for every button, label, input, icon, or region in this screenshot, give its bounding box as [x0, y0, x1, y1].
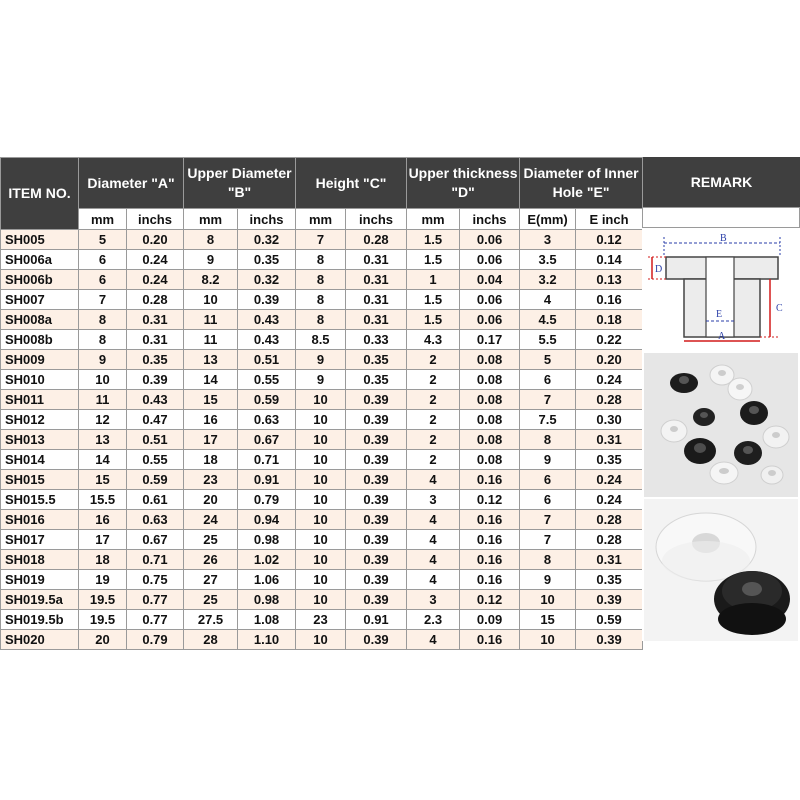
table-cell: 1.5 [407, 310, 460, 330]
table-cell: 10 [79, 370, 127, 390]
table-cell: 0.67 [127, 530, 184, 550]
table-cell: 0.16 [576, 290, 643, 310]
table-row [1, 230, 643, 250]
table-cell: 10 [296, 470, 346, 490]
table-cell: 10 [184, 290, 238, 310]
table-cell: 8 [79, 330, 127, 350]
table-cell: 8.2 [184, 270, 238, 290]
table-cell: 9 [79, 350, 127, 370]
table-cell: 0.18 [576, 310, 643, 330]
table-cell: 0.59 [127, 470, 184, 490]
table-cell: 14 [79, 450, 127, 470]
table-cell: 8 [296, 310, 346, 330]
table-cell: 9 [296, 350, 346, 370]
table-cell: 0.51 [127, 430, 184, 450]
unit-cell: mm [296, 209, 346, 230]
table-cell: 0.12 [460, 490, 520, 510]
table-cell: 4 [407, 530, 460, 550]
table-cell: 0.08 [460, 450, 520, 470]
table-cell: 0.08 [460, 370, 520, 390]
item-number-cell: SH009 [1, 350, 79, 370]
table-cell: 17 [184, 430, 238, 450]
table-cell: 0.39 [346, 450, 407, 470]
table-cell: 10 [296, 390, 346, 410]
table-cell: 0.31 [576, 430, 643, 450]
table-cell: 0.04 [460, 270, 520, 290]
table-cell: 7.5 [520, 410, 576, 430]
table-cell: 18 [79, 550, 127, 570]
table-cell: 0.91 [346, 610, 407, 630]
table-cell: 10 [296, 570, 346, 590]
table-cell: 0.39 [346, 410, 407, 430]
table-cell: 0.55 [127, 450, 184, 470]
table-cell: 0.39 [346, 510, 407, 530]
table-cell: 10 [296, 450, 346, 470]
table-cell: 0.39 [127, 370, 184, 390]
unit-cell: inchs [460, 209, 520, 230]
table-cell: 5.5 [520, 330, 576, 350]
table-cell: 3 [520, 230, 576, 250]
table-cell: 1 [407, 270, 460, 290]
table-cell: 4 [520, 290, 576, 310]
grommet-assortment-image [644, 353, 798, 497]
table-cell: 4 [407, 550, 460, 570]
table-cell: 9 [520, 570, 576, 590]
spec-table [0, 157, 643, 650]
table-cell: 8 [296, 250, 346, 270]
item-number-cell: SH008a [1, 310, 79, 330]
item-number-cell: SH015 [1, 470, 79, 490]
table-cell: 8 [520, 550, 576, 570]
table-cell: 0.71 [127, 550, 184, 570]
table-row [1, 250, 643, 270]
remark-unit-cell [642, 207, 800, 228]
table-cell: 0.39 [346, 490, 407, 510]
table-cell: 6 [520, 370, 576, 390]
table-cell: 2 [407, 390, 460, 410]
table-cell: 0.71 [238, 450, 296, 470]
table-cell: 15.5 [79, 490, 127, 510]
table-cell: 10 [520, 590, 576, 610]
table-cell: 0.06 [460, 250, 520, 270]
table-cell: 10 [296, 490, 346, 510]
table-cell: 0.28 [127, 290, 184, 310]
table-cell: 0.67 [238, 430, 296, 450]
label-a: A [718, 331, 726, 342]
table-cell: 6 [79, 270, 127, 290]
table-cell: 0.31 [346, 270, 407, 290]
table-cell: 0.28 [576, 510, 643, 530]
unit-cell: mm [79, 209, 127, 230]
table-cell: 0.20 [127, 230, 184, 250]
table-cell: 5 [79, 230, 127, 250]
table-cell: 0.20 [576, 350, 643, 370]
table-cell: 1.10 [238, 630, 296, 650]
table-cell: 8 [296, 270, 346, 290]
table-cell: 0.91 [238, 470, 296, 490]
table-cell: 0.32 [238, 270, 296, 290]
table-cell: 7 [520, 390, 576, 410]
table-cell: 0.06 [460, 310, 520, 330]
table-cell: 0.06 [460, 230, 520, 250]
table-cell: 16 [184, 410, 238, 430]
table-cell: 2 [407, 450, 460, 470]
table-cell: 23 [184, 470, 238, 490]
table-cell: 6 [520, 490, 576, 510]
item-number-cell: SH007 [1, 290, 79, 310]
grommet-assortment-photo [644, 353, 798, 497]
table-cell: 0.16 [460, 530, 520, 550]
table-row [1, 470, 643, 490]
table-cell: 10 [296, 510, 346, 530]
item-number-cell: SH019.5b [1, 610, 79, 630]
table-cell: 8 [184, 230, 238, 250]
table-cell: 0.24 [576, 470, 643, 490]
unit-cell: inchs [238, 209, 296, 230]
table-cell: 8 [79, 310, 127, 330]
table-cell: 8 [520, 430, 576, 450]
label-c: C [776, 303, 783, 314]
table-row [1, 370, 643, 390]
table-cell: 27.5 [184, 610, 238, 630]
table-cell: 4 [407, 510, 460, 530]
table-cell: 0.94 [238, 510, 296, 530]
table-cell: 3 [407, 490, 460, 510]
table-cell: 0.33 [346, 330, 407, 350]
table-cell: 18 [184, 450, 238, 470]
table-row [1, 550, 643, 570]
table-cell: 0.35 [238, 250, 296, 270]
table-cell: 2 [407, 370, 460, 390]
table-cell: 7 [520, 510, 576, 530]
item-number-cell: SH017 [1, 530, 79, 550]
table-cell: 26 [184, 550, 238, 570]
unit-cell: mm [407, 209, 460, 230]
item-number-cell: SH019 [1, 570, 79, 590]
table-cell: 0.39 [576, 630, 643, 650]
table-cell: 0.24 [576, 490, 643, 510]
table-cell: 0.17 [460, 330, 520, 350]
remark-column [642, 157, 800, 641]
table-cell: 0.24 [127, 250, 184, 270]
table-cell: 0.35 [346, 350, 407, 370]
item-number-cell: SH018 [1, 550, 79, 570]
table-cell: 1.06 [238, 570, 296, 590]
table-row [1, 310, 643, 330]
header-item-no: ITEM NO. [1, 158, 79, 230]
table-cell: 10 [296, 530, 346, 550]
table-cell: 2.3 [407, 610, 460, 630]
table-cell: 8.5 [296, 330, 346, 350]
table-cell: 0.63 [127, 510, 184, 530]
table-row [1, 630, 643, 650]
table-cell: 13 [184, 350, 238, 370]
table-cell: 0.77 [127, 610, 184, 630]
table-cell: 13 [79, 430, 127, 450]
table-cell: 0.79 [127, 630, 184, 650]
label-e: E [716, 309, 723, 320]
table-cell: 23 [296, 610, 346, 630]
table-row [1, 430, 643, 450]
table-cell: 0.77 [127, 590, 184, 610]
table-body [1, 230, 643, 650]
table-cell: 0.55 [238, 370, 296, 390]
table-cell: 9 [520, 450, 576, 470]
table-cell: 0.14 [576, 250, 643, 270]
table-cell: 1.5 [407, 290, 460, 310]
table-cell: 0.12 [576, 230, 643, 250]
table-cell: 0.47 [127, 410, 184, 430]
dimension-diagram [644, 229, 798, 347]
unit-cell: inchs [127, 209, 184, 230]
table-row [1, 290, 643, 310]
table-cell: 9 [184, 250, 238, 270]
table-row [1, 410, 643, 430]
table-cell: 19.5 [79, 590, 127, 610]
table-cell: 6 [79, 250, 127, 270]
table-cell: 0.43 [238, 310, 296, 330]
table-row [1, 610, 643, 630]
table-cell: 14 [184, 370, 238, 390]
table-cell: 3.5 [520, 250, 576, 270]
table-cell: 0.08 [460, 390, 520, 410]
table-cell: 7 [79, 290, 127, 310]
unit-cell: inchs [346, 209, 407, 230]
table-cell: 0.16 [460, 630, 520, 650]
unit-cell: E(mm) [520, 209, 576, 230]
item-number-cell: SH012 [1, 410, 79, 430]
table-cell: 0.39 [346, 590, 407, 610]
table-cell: 20 [184, 490, 238, 510]
table-row [1, 330, 643, 350]
table-cell: 0.08 [460, 410, 520, 430]
table-cell: 2 [407, 350, 460, 370]
item-number-cell: SH006b [1, 270, 79, 290]
table-cell: 11 [79, 390, 127, 410]
table-row [1, 270, 643, 290]
table-cell: 0.39 [346, 630, 407, 650]
table-cell: 16 [79, 510, 127, 530]
table-cell: 0.28 [576, 390, 643, 410]
table-cell: 12 [79, 410, 127, 430]
table-cell: 0.98 [238, 530, 296, 550]
table-cell: 27 [184, 570, 238, 590]
spec-sheet [0, 157, 800, 647]
grommet-closeup-image [644, 499, 798, 641]
table-cell: 0.35 [127, 350, 184, 370]
table-cell: 0.24 [576, 370, 643, 390]
table-cell: 0.75 [127, 570, 184, 590]
item-number-cell: SH014 [1, 450, 79, 470]
header-upper-diameter-b: Upper Diameter "B" [184, 158, 296, 209]
label-d: D [655, 264, 663, 275]
unit-cell: mm [184, 209, 238, 230]
item-number-cell: SH015.5 [1, 490, 79, 510]
header-inner-hole-e: Diameter of Inner Hole "E" [520, 158, 643, 209]
table-cell: 7 [296, 230, 346, 250]
item-number-cell: SH011 [1, 390, 79, 410]
item-number-cell: SH008b [1, 330, 79, 350]
table-cell: 28 [184, 630, 238, 650]
table-cell: 4 [407, 630, 460, 650]
table-cell: 15 [79, 470, 127, 490]
table-cell: 8 [296, 290, 346, 310]
table-cell: 10 [296, 410, 346, 430]
table-cell: 0.39 [238, 290, 296, 310]
item-number-cell: SH019.5a [1, 590, 79, 610]
table-cell: 0.31 [127, 330, 184, 350]
table-cell: 6 [520, 470, 576, 490]
table-cell: 0.39 [576, 590, 643, 610]
table-cell: 10 [296, 630, 346, 650]
table-cell: 0.35 [576, 450, 643, 470]
table-cell: 0.31 [346, 310, 407, 330]
table-row [1, 390, 643, 410]
table-cell: 0.35 [346, 370, 407, 390]
table-cell: 0.39 [346, 570, 407, 590]
unit-row [1, 209, 643, 230]
table-cell: 0.31 [127, 310, 184, 330]
table-cell: 0.12 [460, 590, 520, 610]
table-cell: 3.2 [520, 270, 576, 290]
table-cell: 0.08 [460, 350, 520, 370]
table-row [1, 490, 643, 510]
table-cell: 0.39 [346, 550, 407, 570]
table-cell: 3 [407, 590, 460, 610]
table-cell: 15 [184, 390, 238, 410]
table-cell: 9 [296, 370, 346, 390]
table-cell: 24 [184, 510, 238, 530]
table-cell: 7 [520, 530, 576, 550]
table-cell: 0.39 [346, 430, 407, 450]
table-cell: 10 [296, 590, 346, 610]
table-cell: 0.16 [460, 510, 520, 530]
table-cell: 10 [296, 430, 346, 450]
item-number-cell: SH020 [1, 630, 79, 650]
table-cell: 15 [520, 610, 576, 630]
table-row [1, 510, 643, 530]
item-number-cell: SH005 [1, 230, 79, 250]
table-cell: 0.39 [346, 390, 407, 410]
label-b: B [720, 233, 727, 244]
table-cell: 5 [520, 350, 576, 370]
table-cell: 4 [407, 470, 460, 490]
table-cell: 1.5 [407, 230, 460, 250]
table-cell: 2 [407, 410, 460, 430]
table-cell: 4 [407, 570, 460, 590]
table-cell: 0.98 [238, 590, 296, 610]
table-cell: 0.79 [238, 490, 296, 510]
item-number-cell: SH013 [1, 430, 79, 450]
table-cell: 17 [79, 530, 127, 550]
table-cell: 0.28 [346, 230, 407, 250]
item-number-cell: SH006a [1, 250, 79, 270]
table-cell: 0.61 [127, 490, 184, 510]
unit-cell: E inch [576, 209, 643, 230]
table-row [1, 530, 643, 550]
table-cell: 25 [184, 590, 238, 610]
table-cell: 1.02 [238, 550, 296, 570]
table-cell: 0.16 [460, 550, 520, 570]
table-cell: 0.32 [238, 230, 296, 250]
table-cell: 0.08 [460, 430, 520, 450]
table-row [1, 450, 643, 470]
table-cell: 10 [520, 630, 576, 650]
header-diameter-a: Diameter "A" [79, 158, 184, 209]
table-cell: 0.43 [127, 390, 184, 410]
table-cell: 11 [184, 310, 238, 330]
table-cell: 0.39 [346, 530, 407, 550]
table-cell: 0.63 [238, 410, 296, 430]
table-cell: 0.09 [460, 610, 520, 630]
header-upper-thickness-d: Upper thickness "D" [407, 158, 520, 209]
item-number-cell: SH010 [1, 370, 79, 390]
table-cell: 0.39 [346, 470, 407, 490]
table-cell: 0.31 [346, 290, 407, 310]
table-row [1, 570, 643, 590]
table-cell: 1.08 [238, 610, 296, 630]
table-cell: 0.24 [127, 270, 184, 290]
table-cell: 25 [184, 530, 238, 550]
item-number-cell: SH016 [1, 510, 79, 530]
table-cell: 19.5 [79, 610, 127, 630]
table-cell: 0.35 [576, 570, 643, 590]
header-row [1, 158, 643, 209]
table-cell: 0.59 [576, 610, 643, 630]
table-cell: 0.22 [576, 330, 643, 350]
table-cell: 0.28 [576, 530, 643, 550]
table-cell: 4.3 [407, 330, 460, 350]
table-cell: 0.43 [238, 330, 296, 350]
table-row [1, 590, 643, 610]
table-cell: 0.51 [238, 350, 296, 370]
header-height-c: Height "C" [296, 158, 407, 209]
grommet-cross-section-diagram [644, 229, 798, 347]
grommet-closeup-photo [644, 499, 798, 641]
table-cell: 0.16 [460, 470, 520, 490]
table-cell: 0.30 [576, 410, 643, 430]
table-row [1, 350, 643, 370]
table-cell: 0.06 [460, 290, 520, 310]
table-cell: 20 [79, 630, 127, 650]
table-cell: 0.13 [576, 270, 643, 290]
table-cell: 0.31 [576, 550, 643, 570]
table-cell: 1.5 [407, 250, 460, 270]
table-cell: 11 [184, 330, 238, 350]
table-cell: 0.31 [346, 250, 407, 270]
table-cell: 0.59 [238, 390, 296, 410]
table-cell: 10 [296, 550, 346, 570]
table-cell: 4.5 [520, 310, 576, 330]
table-cell: 0.16 [460, 570, 520, 590]
table-cell: 19 [79, 570, 127, 590]
header-remark: REMARK [642, 157, 800, 207]
table-cell: 2 [407, 430, 460, 450]
